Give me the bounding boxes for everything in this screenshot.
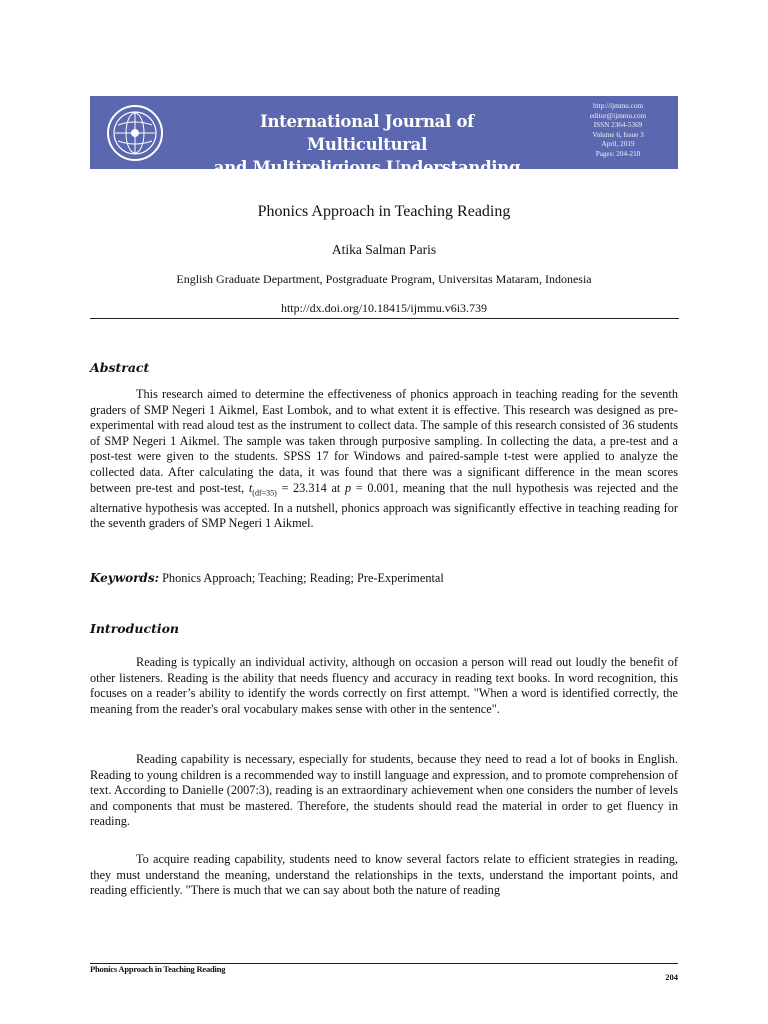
journal-title-line1: International Journal of Multicultural [260, 112, 474, 154]
intro-paragraph-1 [90, 655, 678, 717]
journal-issn: ISSN 2364-5369 [593, 121, 643, 129]
journal-title [202, 110, 532, 179]
intro-paragraph-2: Reading capability is necessary, especially for students, because they need to read a lot of books in English. Reading to young children is a recommended way to instill language and expression, and to promote comprehension of text. According to Danielle (2007:3), reading is an extraordinary achievement when one considers the number of levels and components that must be mastered. Therefore, the students should read the material in order to get fluency in reading. [90, 752, 678, 829]
paper-title: Phonics Approach in Teaching Reading [257, 203, 511, 220]
journal-date: April, 2019 [601, 140, 635, 148]
journal-banner [90, 96, 678, 177]
journal-title-line2: and Multireligious Understanding [213, 158, 521, 177]
paper-affiliation: English Graduate Department, Postgraduate Program, Universitas Mataram, Indonesia [176, 272, 592, 286]
journal-volume: Volume 6, Issue 3 [592, 130, 644, 139]
keywords [90, 571, 678, 586]
introduction-heading: Introduction [90, 621, 180, 636]
footer-running-title: Phonics Approach in Teaching Reading [90, 964, 226, 974]
header-divider [90, 318, 679, 319]
abstract-text-part2: = 0.001, meaning that the null hypothesis was rejected and the alternative hypothesis was accepted. In a nutshell, phonics approach was significantly effective in teaching reading for the seventh graders of SMP Negeri 1 Aikmel. [90, 480, 679, 531]
intro-paragraph-1-part1: Reading is typically an individual activity, although on occasion a person will read out loudly the benefit of other listeners. Reading is the ability that needs fluency and accuracy in reading text books. In word recognition, this focuses on a reader’s ability to identify the words correctly on first attempt. [90, 655, 678, 701]
journal-url[interactable]: http://ijmmu.com [592, 102, 644, 110]
abstract-text [90, 387, 678, 532]
footer-page-number: 204 [665, 972, 678, 982]
keywords-text: Phonics Approach; Teaching; Reading; Pre-Experimental [162, 571, 444, 585]
abstract-t-symbol: t [248, 480, 253, 495]
intro-paragraph-3: To acquire reading capability, students need to know several factors relate to efficient strategies in reading, they must understand the meaning, understand the relationships in the texts, understand the important points, and reading efficiently. "There is much that we can say about both the nature of reading [90, 852, 678, 898]
journal-pages: Pages: 204-210 [595, 149, 641, 158]
keywords-label: Keywords: [90, 571, 160, 585]
abstract-t-value: = 23.314 at [281, 480, 341, 495]
paper-author: Atika Salman Paris [331, 242, 437, 257]
abstract-text-part1: This research aimed to determine the effectiveness of phonics approach in teaching reading for the seventh graders of SMP Negeri 1 Aikmel, East Lombok, and to what extent it is effective. This research was designed as pre-experimental with read aloud test as the instrument to collect data. The sample of this research consisted of 36 students of SMP Negeri 1 Aikmel. The sample was taken through purposive sampling. In collecting the data, a pre-test and a post-test were given to the students. SPSS 17 for Windows and paired-sample t-test were applied to analyze the collected data. After calculating the data, it was found that there was a significant difference in the mean scores between pre-test and post-test, [90, 387, 678, 495]
abstract-p-symbol: p [344, 480, 352, 495]
abstract-heading: Abstract [90, 360, 150, 375]
abstract-t-subscript: (df=35) [252, 488, 277, 498]
paper-doi-link[interactable]: http://dx.doi.org/10.18415/ijmmu.v6i3.739 [280, 301, 488, 315]
intro-paragraph-1-part2: "When a word is identified correctly, the meaning from the reader's oral vocabulary makes sense with other in the sentence". [90, 686, 679, 716]
journal-logo-icon [106, 104, 164, 162]
journal-email[interactable]: editor@ijmmu.com [589, 111, 647, 120]
journal-meta [568, 102, 668, 159]
